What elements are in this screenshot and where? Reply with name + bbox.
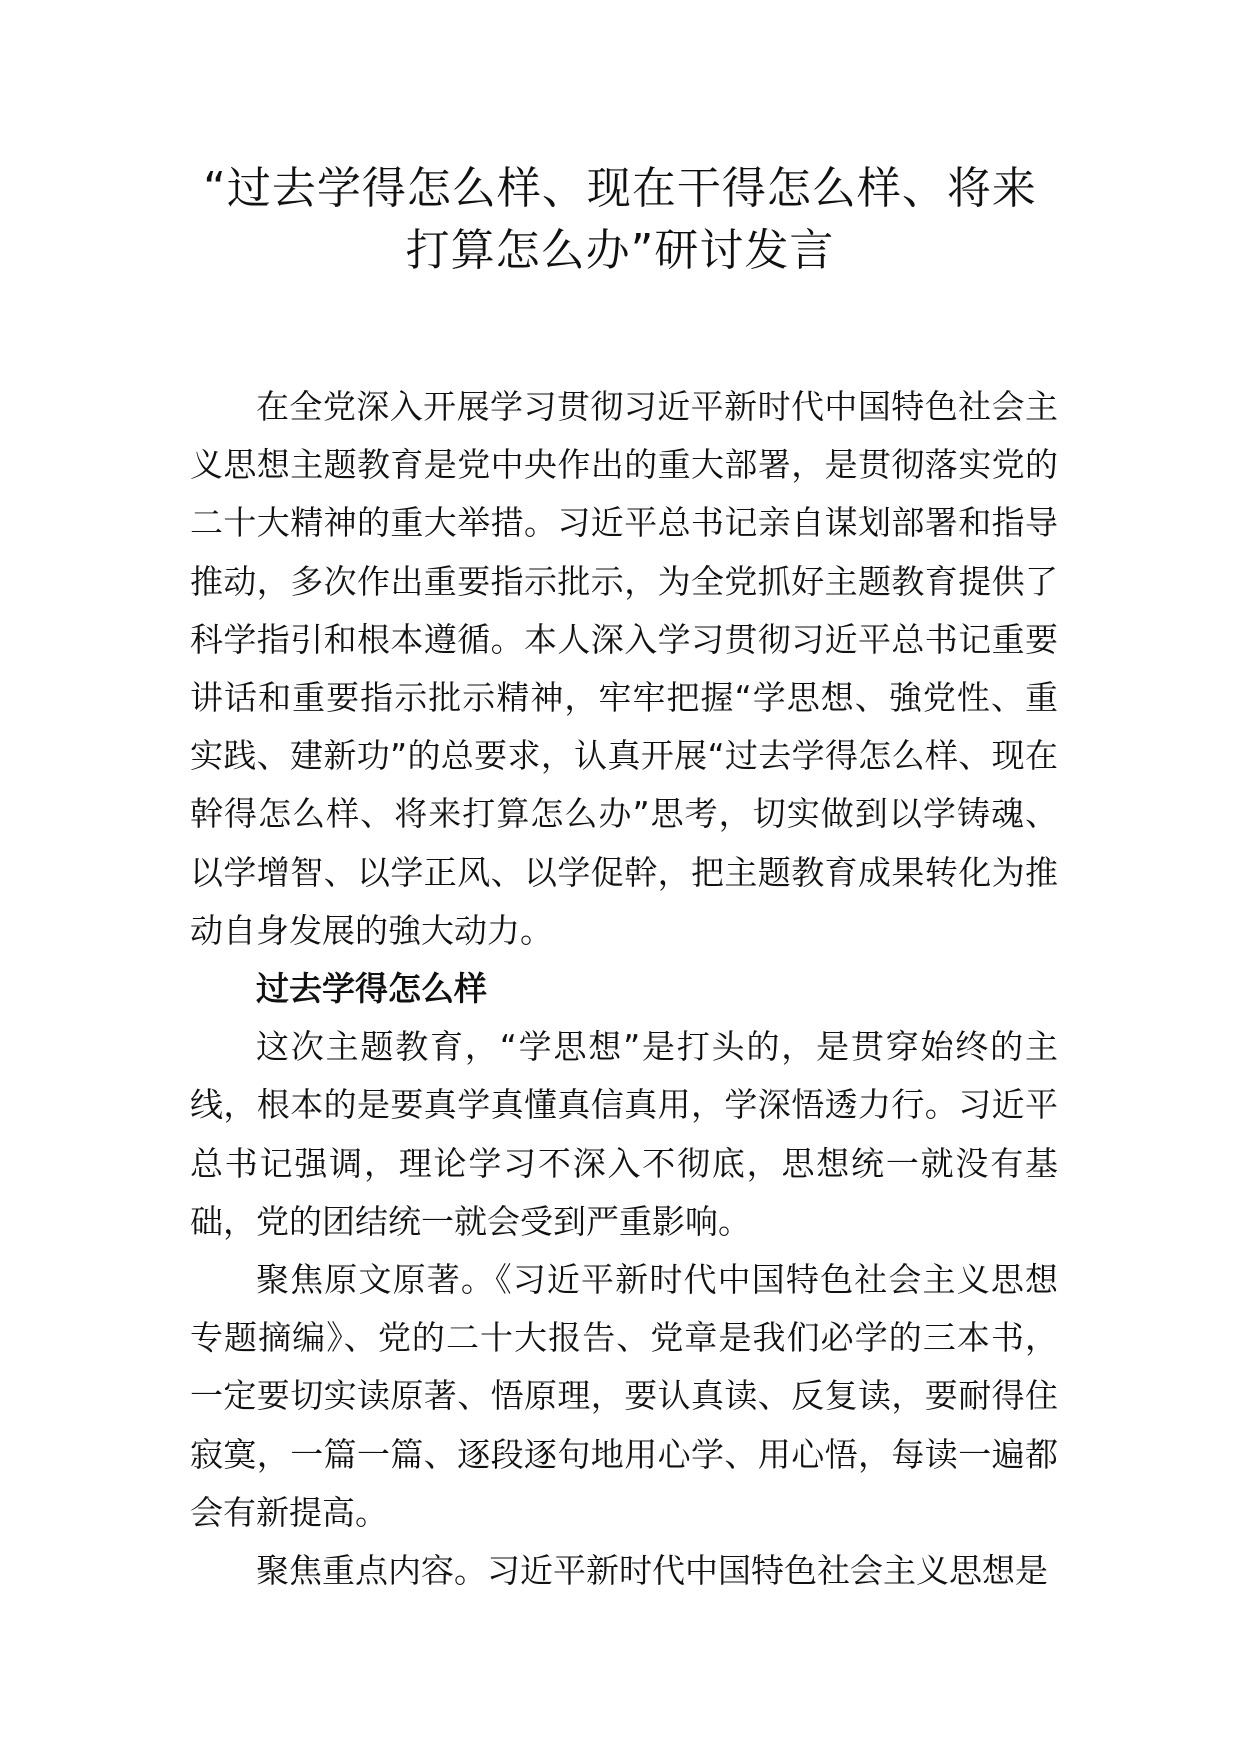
section-heading: 过去学得怎么样 <box>256 969 487 1009</box>
title-line-2: 打算怎么办”研讨发言 <box>405 225 835 276</box>
document-body <box>190 378 1058 1600</box>
intro-paragraph: 在全党深入开展学习贯彻习近平新时代中国特色社会主义思想主题教育是党中央作出的重大部署，是贯彻落实党的二十大精神的重大举措。习近平总书记亲自谋划部署和指导推动，多次作出重要指示批示，为全党抓好主题教育提供了科学指引和根本遵循。本人深入学习贯彻习近平总书记重要讲话和重要指示批示精神，牢牢把握“学思想、強党性、重实践、建新功”的总要求，认真开展“过去学得怎么样、现在幹得怎么样、将来打算怎么办”思考，切实做到以学铸魂、以学增智、以学正风、以学促幹，把主题教育成果转化为推动自身发展的強大动力。 <box>190 387 1058 950</box>
section-paragraph-1: 这次主题教育，“学思想”是打头的，是贯穿始终的主线，根本的是要真学真懂真信真用，学深悟透力行。习近平总书记强调，理论学习不深入不彻底，思想统一就没有基础，党的团结统一就会受到严重影响。 <box>190 1027 1058 1241</box>
section-paragraph-2: 聚焦原文原著。《习近平新时代中国特色社会主义思想专题摘编》、党的二十大报告、党章是我们必学的三本书，一定要切实读原著、悟原理，要认真读、反复读，要耐得住寂寞，一篇一篇、逐段逐句地用心学、用心悟，每读一遍都会有新提高。 <box>190 1260 1058 1532</box>
title-line-1: “过去学得怎么样、现在干得怎么样、将来 <box>203 163 1037 214</box>
document-title <box>150 158 1090 282</box>
section-paragraph-3: 聚焦重点内容。习近平新时代中国特色社会主义思想是 <box>256 1551 1048 1591</box>
